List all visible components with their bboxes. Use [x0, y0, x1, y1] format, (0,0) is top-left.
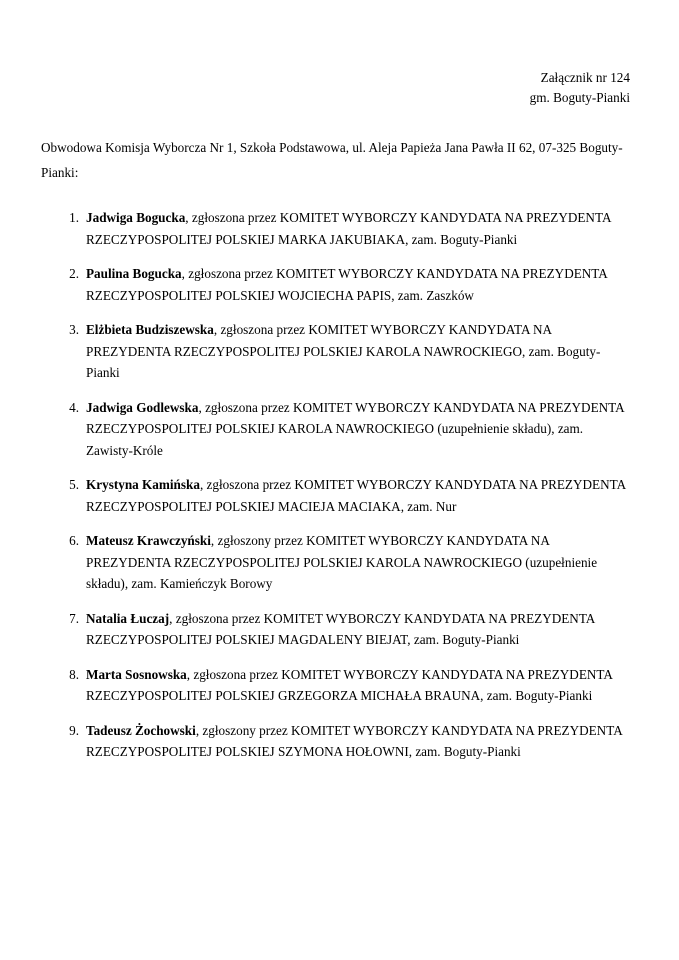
member-details: , zgłoszona przez KOMITET WYBORCZY KANDYDATA NA PREZYDENTA RZECZYPOSPOLITEJ POLSKIEJ GRZEGORZA MICHAŁA BRAUNA, zam. Boguty-Pianki [86, 666, 613, 703]
list-item [41, 263, 630, 306]
list-item-number: 9. [69, 722, 79, 738]
list-item [41, 530, 630, 595]
member-name: Mateusz Krawczyński [86, 533, 211, 548]
list-item-number: 2. [69, 266, 79, 281]
municipality-name: gm. Boguty-Pianki [529, 90, 630, 105]
member-name: Jadwiga Bogucka [86, 210, 186, 225]
member-details: , zgłoszona przez KOMITET WYBORCZY KANDYDATA NA PREZYDENTA RZECZYPOSPOLITEJ POLSKIEJ KAROLA NAWROCKIEGO, zam. Boguty-Pianki [86, 322, 601, 380]
document-header [41, 0, 630, 108]
member-name: Krystyna Kamińska [86, 477, 200, 492]
member-name: Jadwiga Godlewska [86, 399, 199, 415]
member-name: Tadeusz Żochowski [86, 722, 196, 738]
commission-intro-paragraph: Obwodowa Komisja Wyborcza Nr 1, Szkoła Podstawowa, ul. Aleja Papieża Jana Pawła II 62, 07-325 Boguty-Pianki: [41, 140, 623, 180]
member-name: Natalia Łuczaj [86, 610, 170, 626]
list-item-number: 5. [69, 477, 79, 492]
list-item [41, 664, 630, 707]
list-item [41, 608, 630, 651]
member-name: Elżbieta Budziszewska [86, 322, 214, 337]
list-item-number: 1. [69, 210, 79, 225]
list-item-number: 3. [69, 322, 79, 337]
list-item-number: 7. [69, 610, 79, 626]
member-details: , zgłoszona przez KOMITET WYBORCZY KANDYDATA NA PREZYDENTA RZECZYPOSPOLITEJ POLSKIEJ MARKA JAKUBIAKA, zam. Boguty-Pianki [86, 210, 611, 247]
member-name: Marta Sosnowska [86, 666, 187, 682]
list-item [41, 474, 630, 517]
list-item [41, 397, 630, 462]
member-details: , zgłoszona przez KOMITET WYBORCZY KANDYDATA NA PREZYDENTA RZECZYPOSPOLITEJ POLSKIEJ WOJCIECHA PAPIS, zam. Zaszków [86, 266, 608, 303]
list-item [41, 319, 630, 384]
list-item [41, 207, 630, 250]
list-item [41, 720, 630, 763]
member-details: , zgłoszona przez KOMITET WYBORCZY KANDYDATA NA PREZYDENTA RZECZYPOSPOLITEJ POLSKIEJ KAROLA NAWROCKIEGO (uzupełnienie składu), zam. Zawisty-Króle [86, 399, 624, 458]
member-details: , zgłoszona przez KOMITET WYBORCZY KANDYDATA NA PREZYDENTA RZECZYPOSPOLITEJ POLSKIEJ MACIEJA MACIAKA, zam. Nur [86, 477, 626, 514]
attachment-number: Załącznik nr 124 [540, 70, 630, 85]
member-name: Paulina Bogucka [86, 266, 182, 281]
member-details: , zgłoszony przez KOMITET WYBORCZY KANDYDATA NA PREZYDENTA RZECZYPOSPOLITEJ POLSKIEJ KAROLA NAWROCKIEGO (uzupełnienie składu), zam. Kamieńczyk Borowy [86, 533, 598, 591]
member-details: , zgłoszona przez KOMITET WYBORCZY KANDYDATA NA PREZYDENTA RZECZYPOSPOLITEJ POLSKIEJ MAGDALENY BIEJAT, zam. Boguty-Pianki [86, 610, 595, 647]
commission-members-list [41, 207, 630, 763]
list-item-number: 8. [69, 666, 79, 682]
list-item-number: 4. [69, 399, 79, 415]
member-details: , zgłoszony przez KOMITET WYBORCZY KANDYDATA NA PREZYDENTA RZECZYPOSPOLITEJ POLSKIEJ SZYMONA HOŁOWNI, zam. Boguty-Pianki [86, 722, 623, 759]
list-item-number: 6. [69, 533, 79, 548]
